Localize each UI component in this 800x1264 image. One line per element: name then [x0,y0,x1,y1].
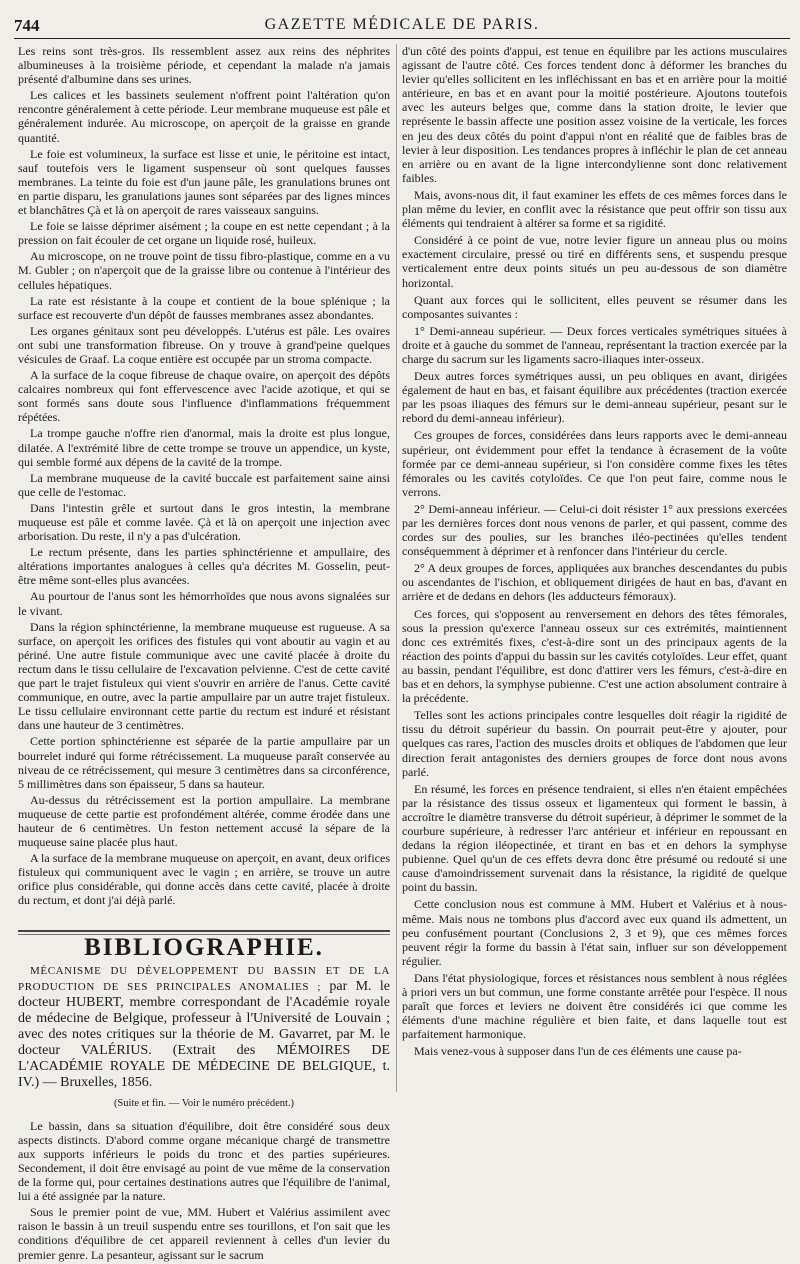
autopsy-paragraph: Les reins sont très-gros. Ils ressemblent assez aux reins des néphrites albumineuses à la troisième période, et cependant la malade n'a jamais présenté d'albumine dans ses urines. [18,44,390,87]
review-paragraph: 1° Demi-anneau supérieur. — Deux forces verticales symétriques situées à droite et à gauche du sommet de l'anneau, représentant la traction exercée par la charge du sacrum sur les ligaments sacro-iliaques inter-osseux. [402,323,787,366]
review-paragraph: Dans l'état physiologique, forces et résistances nous semblent à nous réglées à priori vers un but commun, une forme constante arrêtée pour l'espèce. Il nous paraît que forces et leviers ne doivent être considérés ici que comme les éléments d'une machine régulière et bien faite, et dans laquelle tout est parfaitement harmonique. [402,970,787,1042]
autopsy-paragraph: Le foie est volumineux, la surface est lisse et unie, le péritoine est intact, sauf toutefois vers le ligament suspenseur où sont quelques fausses membranes. La teinte du foie est d'un jaune pâle, les granulations brunes ont en partie disparu, les granulations jaunes sont séparées par des lignes minces et blanchâtres Çà et là on aperçoit de rares vaisseaux sanguins. [18,146,390,218]
journal-title: GAZETTE MÉDICALE DE PARIS. [264,16,540,33]
autopsy-paragraph: Les calices et les bassinets seulement n'offrent point l'altération qu'on rencontre généralement à cette période. Leur membrane muqueuse est pâle et généralement indurée. Au microscope, on aperçoit de la graisse en grande quantité. [18,88,390,145]
autopsy-paragraph: Dans la région sphinctérienne, la membrane muqueuse est rugueuse. A sa surface, on aperçoit les orifices des fistules qui vont aboutir au vagin et au périné. Une autre fistule communique avec une cavité placée à droite du rectum dans le tissu cellulaire de l'excavation pelvienne. C'est de cette cavité que part le trajet fistuleux qui vient s'ouvrir en arrière de l'anus. Cette cavité communique, en outre, avec la partie ampullaire par un autre trajet fistuleux. Le tissu cellulaire environnant cette partie du rectum est induré et résistant dans une hauteur de 3 centimètres. [18,619,390,733]
right-column [402,44,787,1061]
review-paragraph: Mais, avons-nous dit, il faut examiner les effets de ces mêmes forces dans le plan même du levier, en conflit avec la résistance que peut offrir son tissu aux éléments qui tendraient à altérer sa forme et sa rigidité. [402,187,787,231]
reference-title: MÉCANISME DU DÉVELOPPEMENT DU BASSIN ET DE LA PRODUCTION DE SES PRINCIPALES ANOMALIES ; [18,964,390,993]
autopsy-paragraph: Les organes génitaux sont peu développés. L'utérus est pâle. Les ovaires ont subi une transformation fibreuse. On y trouve à grand'peine quelques vésicules de Graaf. La coque entière est occupée par un stroma compacte. [18,323,390,366]
reference-details: par M. le docteur HUBERT, membre correspondant de l'Académie royale de médecine de Belgique, professeur à l'Université de Louvain ; avec des notes critiques sur la théorie de M. Gavarret, par M. le docteur VALÉRIUS. (Extrait des MÉMOIRES DE L'ACADÉMIE ROYALE DE MÉDECINE DE BELGIQUE, t. IV.) — Bruxelles, 1856. [18,978,390,1090]
review-paragraph: Quant aux forces qui le sollicitent, elles peuvent se résumer dans les composantes suivantes : [402,292,787,321]
continuation-note: (Suite et fin. — Voir le numéro précédent.) [113,1097,295,1109]
review-paragraph: d'un côté des points d'appui, est tenue en équilibre par les actions musculaires agissant de l'autre côté. Ces forces tendent donc à déformer les branches du levier qu'elles sollicitent en les infléchissant en bas et en arrière pour la moitié antérieure, en bas et en avant pour la moitié postérieure. Ajoutons toutefois avec les auteurs belges que, comme dans la station droite, le levier que représente le bassin affecte une position assez voisine de la verticale, les forces en jeu des deux côtés du point d'appui n'ont en réalité que de faibles bras de levier à leur disposition. Les tendances propres à infléchir le plan de cet anneau en arrière ou en avant de la ligne intercondylienne sont donc relativement faibles. [402,44,787,185]
section-rule [18,930,390,932]
autopsy-paragraph: Au pourtour de l'anus sont les hémorrhoïdes que nous avons signalées sur le vivant. [18,589,390,618]
autopsy-paragraph: Dans l'intestin grêle et surtout dans le gros intestin, la membrane muqueuse est pâle et comme lavée. Çà et là on aperçoit une injection avec arborisation. Du reste, il n'y a pas d'ulcération. [18,500,390,544]
autopsy-paragraph: Au-dessus du rétrécissement est la portion ampullaire. La membrane muqueuse de cette partie est profondément altérée, comme érodée dans une hauteur de 6 centimètres. Un feston nettement accusé la sépare de la muqueuse saine placée plus haut. [18,792,390,850]
review-paragraph: Considéré à ce point de vue, notre levier figure un anneau plus ou moins exactement circulaire, pressé ou tiré en différents sens, et suspendu presque verticalement entre deux points situés un peu au-dessous de son diamètre horizontal. [402,233,787,290]
review-paragraph: Telles sont les actions principales contre lesquelles doit réagir la rigidité de tissu du détroit supérieur du bassin. On pourrait peut-être y ajouter, pour quelques cas rares, l'action des muscles droits et obliques de l'abdomen que leur direction ferait antagonistes des derniers groupes de force dont nous avons parlé. [402,708,787,779]
page-number: 744 [14,16,40,35]
autopsy-paragraph: La trompe gauche n'offre rien d'anormal, mais la droite est plus longue, dilatée. A l'extrémité libre de cette trompe se trouve un appendice, un kyste, qui semble formé aux dépens de la cavité de la trompe. [18,426,390,469]
bibliography-heading: BIBLIOGRAPHIE. [84,933,324,961]
review-paragraph: Ces groupes de forces, considérées dans leurs rapports avec le demi-anneau supérieur, ont évidemment pour effet la tendance à écrasement de la voûte formée par ce demi-anneau supérieur, si l'on considère comme fixes les têtes fémorales ou les cavités cotyloïdes. Ce que l'on peut faire, comme nous le verrons. [402,428,787,499]
left-column [18,44,390,1264]
autopsy-paragraph: Au microscope, on ne trouve point de tissu fibro-plastique, comme en a vu M. Gubler ; on n'aperçoit que de la graisse libre ou contenue à l'intérieur des cellules hépatiques. [18,249,390,292]
review-paragraph: En résumé, les forces en présence tendraient, si elles n'en étaient empêchées par la résistance des tissus osseux et ligamenteux qui forment le bassin, à accroître le diamètre transverse du détroit supérieur, à déprimer le sommet de la courbure supérieure, à redresser l'arc antérieur et inférieur en repoussant en dedans la région iléopectinée, et tirant en bas et en dehors la symphyse pubienne. Quel qu'un de ces effets devra donc être présumé ou redouté si une cause d'amoindrissement survenait dans la résistance, la rigidité de quelque point du bassin. [402,781,787,895]
autopsy-paragraph: A la surface de la coque fibreuse de chaque ovaire, on aperçoit des dépôts calcaires nombreux qui font effervescence avec l'acide azotique, et qui se sont formés sans doute sous l'influence d'inflammations fréquemment répétées. [18,368,390,425]
autopsy-paragraph: La membrane muqueuse de la cavité buccale est parfaitement saine ainsi que celle de l'estomac. [18,470,390,499]
review-paragraph: Sous le premier point de vue, MM. Hubert et Valérius assimilent avec raison le bassin à un treuil suspendu entre ses tourillons, et l'on sait que les conditions d'équilibre de cet appareil reviennent à celles d'un levier du premier genre. La pesanteur, agissant sur le sacrum [18,1205,390,1262]
column-divider [396,44,397,1092]
review-paragraph: Ces forces, qui s'opposent au renversement en dehors des têtes fémorales, sous la pression qu'exerce l'anneau osseux sur ces extrémités, maintiennent donc ces extrémités fixes, c'est-à-dire sont un des principaux agents de la réaction des points d'appui du bassin sur les cavités cotyloïdes. Leur effet, quant au bassin, pendant l'équilibre, est donc d'attirer vers les fémurs, c'est-à-dire en bas et en dehors, la symphyse pubienne. C'est une action absolument contraire à la précédente. [402,606,787,706]
review-paragraph: Le bassin, dans sa situation d'équilibre, doit être considéré sous deux aspects distincts. D'abord comme organe mécanique chargé de transmettre aux supports inférieurs le poids du tronc et des parties supérieures. Secondement, il doit être envisagé au point de vue même de la conservation de la forme qui, pour certaines destinations autres que l'équilibre de l'animal, lui a été assignée par la nature. [18,1118,390,1204]
autopsy-paragraph: A la surface de la membrane muqueuse on aperçoit, en avant, deux orifices fistuleux qui communiquent avec le vagin ; en arrière, se trouve un autre orifice plus considérable, qui donne accès dans cette cavité, placée à droite du rectum, et dont j'ai déjà parlé. [18,851,390,908]
bibliography-reference [18,963,390,1091]
autopsy-paragraph: Le foie se laisse déprimer aisément ; la coupe en est nette cependant ; à la pression on fait écouler de cet organe un liquide rosé, huileux. [18,219,390,248]
review-paragraph: Cette conclusion nous est commune à MM. Hubert et Valérius et à nous-même. Mais nous ne tombons plus d'accord avec eux quand ils admettent, un peu confusément pourtant (Conclusions 2, 3 et 9), que ces mêmes forces peuvent régir la forme du bassin à l'état sain, influer sur son développement régulier. [402,897,787,968]
autopsy-paragraph: Cette portion sphinctérienne est séparée de la partie ampullaire par un bourrelet induré qui forme rétrécissement. La muqueuse paraît conservée au niveau de ce rétrécissement, qui mesure 3 centimètres dans sa circonférence, 5 millimètres dans son épaisseur, 5 dans sa hauteur. [18,734,390,791]
page-header [14,16,790,39]
review-paragraph: Deux autres forces symétriques aussi, un peu obliques en avant, dirigées également de haut en bas, et faisant équilibre aux précédentes (traction exercée par les psoas iliaques des fémurs sur le demi-anneau supérieur, pesant sur le rebord du demi-anneau inférieur). [402,369,787,426]
review-paragraph: Mais venez-vous à supposer dans l'un de ces éléments une cause pa- [414,1044,742,1059]
review-paragraph: 2° A deux groupes de forces, appliquées aux branches descendantes du pubis ou ascendantes de l'ischion, et obliquement dirigées de haut en bas, d'avant en arrière et de dedans en dehors (les adducteurs fémoraux). [402,561,787,604]
review-paragraph: 2° Demi-anneau inférieur. — Celui-ci doit résister 1° aux pressions exercées par les dernières forces dont nous venons de parler, et qui passent, comme des cordes sur des poulies, sur les branches iléo-pectinées qu'elles tendent conséquemment à déprimer et à renfoncer dans l'intérieur du cercle. [402,501,787,559]
autopsy-paragraph: La rate est résistante à la coupe et contient de la boue splénique ; la surface est recouverte d'un dépôt de fausses membranes assez abondantes. [18,293,390,322]
autopsy-paragraph: Le rectum présente, dans les parties sphinctérienne et ampullaire, des altérations importantes analogues à celles qu'a décrites M. Gosselin, peut-être même sont-elles plus avancées. [18,545,390,588]
